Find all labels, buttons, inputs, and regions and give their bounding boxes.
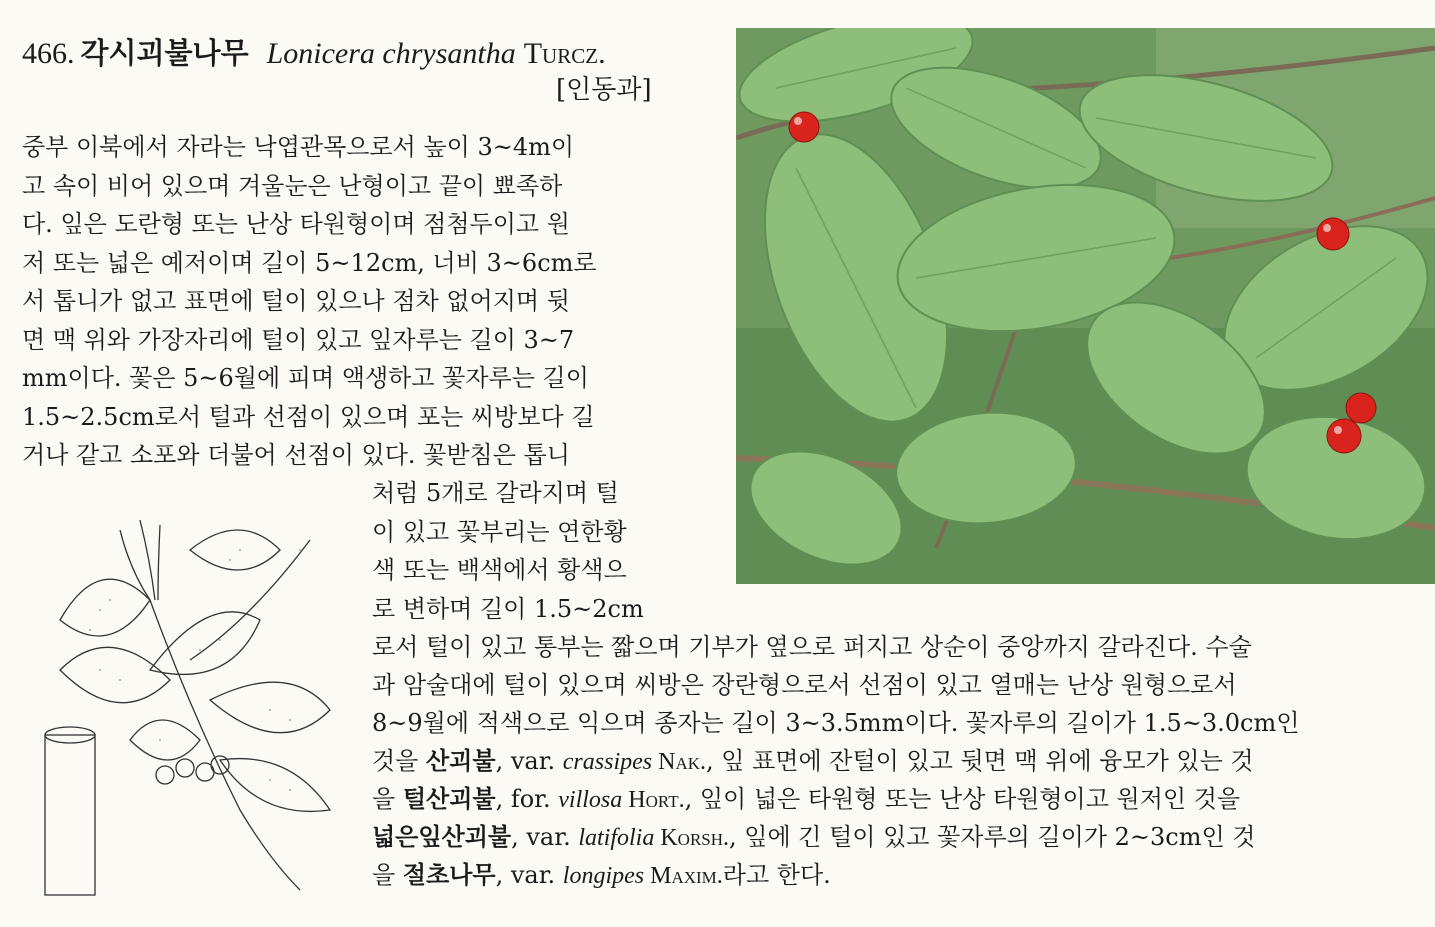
- entry-number: 466.: [22, 37, 75, 70]
- variety-epithet: latifolia: [578, 825, 655, 851]
- body-line: 1.5~2.5cm로서 털과 선점이 있으며 포는 씨방보다 길: [22, 402, 595, 431]
- body-line: 이 있고 꽃부리는 연한황: [372, 517, 627, 546]
- leafy-branch-with-red-berries-photo: [736, 28, 1435, 584]
- variety-korean-name: 절초나무: [402, 861, 496, 889]
- variety-line: 것을 산괴불, var. crassipes Nak., 잎 표면에 잔털이 있고 뒷면 맥 위에 융모가 있는 것: [372, 747, 1254, 775]
- author-abbrev: Turcz.: [523, 37, 606, 70]
- body-line: 거나 같고 소포와 더불어 선점이 있다. 꽃받침은 톱니: [22, 441, 570, 469]
- variety-korean-name: 털산괴불: [402, 785, 496, 813]
- body-line: 고 속이 비어 있으며 겨울눈은 난형이고 끝이 뾰족하: [22, 171, 563, 200]
- body-line: 저 또는 넓은 예저이며 길이 5~12cm, 너비 3~6cm로: [22, 248, 597, 277]
- body-line: 다. 잎은 도란형 또는 난상 타원형이며 점첨두이고 원: [22, 210, 570, 238]
- body-line: 중부 이북에서 자라는 낙엽관목으로서 높이 3~4m이: [22, 133, 575, 161]
- variety-epithet: villosa: [558, 787, 623, 813]
- body-line: 면 맥 위와 가장자리에 털이 있고 잎자루는 길이 3~7: [22, 325, 575, 354]
- body-line: 서 톱니가 없고 표면에 털이 있으나 점차 없어지며 뒷: [22, 287, 570, 315]
- body-line: 8~9월에 적색으로 익으며 종자는 길이 3~3.5mm이다. 꽃자루의 길이가 1.5~3.0cm인: [372, 709, 1300, 737]
- family-name: [인동과]: [556, 75, 652, 105]
- variety-epithet: crassipes: [562, 749, 653, 775]
- variety-line: 을 절초나무, var. longipes Maxim.라고 한다.: [372, 861, 831, 889]
- korean-name: 각시괴불나무: [80, 36, 249, 70]
- variety-author: Nak.: [652, 749, 707, 775]
- botanical-line-drawing: [40, 510, 340, 900]
- botanical-illustration: [40, 510, 340, 900]
- variety-epithet: longipes: [562, 863, 645, 889]
- plant-photo: [736, 28, 1435, 584]
- body-line: mm이다. 꽃은 5~6월에 피며 액생하고 꽃자루는 길이: [22, 364, 589, 392]
- variety-author: Hort.: [622, 787, 685, 813]
- variety-korean-name: 넓은잎산괴불: [372, 823, 512, 851]
- variety-author: Korsh.: [654, 825, 730, 851]
- body-line: 처럼 5개로 갈라지며 털: [372, 479, 619, 507]
- body-line: 색 또는 백색에서 황색으: [372, 556, 627, 584]
- body-line: 로 변하며 길이 1.5~2cm: [372, 594, 644, 623]
- variety-author: Maxim.: [644, 863, 723, 889]
- variety-line: 을 털산괴불, for. villosa Hort., 잎이 넓은 타원형 또는 난상 타원형이고 원저인 것을: [372, 785, 1241, 813]
- entry-heading: [22, 32, 606, 74]
- variety-korean-name: 산괴불: [426, 747, 496, 775]
- body-line: 과 암술대에 털이 있으며 씨방은 장란형으로서 선점이 있고 열매는 난상 원형으로서: [372, 671, 1237, 699]
- latin-name: Lonicera chrysantha: [266, 37, 516, 70]
- variety-line: 넓은잎산괴불, var. latifolia Korsh., 잎에 긴 털이 있고 꽃자루의 길이가 2~3cm인 것: [372, 823, 1256, 851]
- body-line: 로서 털이 있고 통부는 짧으며 기부가 옆으로 퍼지고 상순이 중앙까지 갈라진다. 수술: [372, 633, 1252, 661]
